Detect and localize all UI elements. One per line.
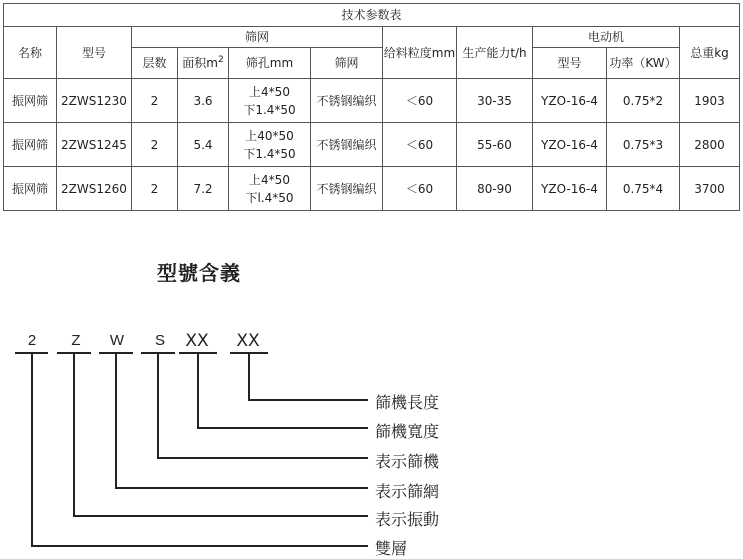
code-char-s: S [154,332,165,349]
cell-hole: 上4*50 下l.4*50 [229,167,311,211]
cell-model: 2ZWS1260 [57,167,132,211]
leader-line [197,427,368,429]
legend-screen-mesh: 表示篩網 [375,482,440,501]
leader-line [31,545,368,547]
cell-mesh: 不锈钢编织 [311,167,383,211]
leader-line [157,457,368,459]
header-capacity: 生产能力t/h [457,27,533,79]
cell-area: 3.6 [178,79,229,123]
leader-line [73,515,368,517]
cell-hole: 上40*50 下1.4*50 [229,123,311,167]
leader-line [31,354,33,546]
leader-line [73,354,75,516]
cell-motor-power: 0.75*4 [607,167,680,211]
diagram-title: 型號含義 [157,261,241,285]
code-char-z: Z [71,332,81,349]
cell-capacity: 80-90 [457,167,533,211]
cell-name: 振网筛 [4,79,57,123]
leader-line [115,487,368,489]
cell-layers: 2 [132,123,178,167]
cell-mesh: 不锈钢编织 [311,123,383,167]
cell-weight: 3700 [680,167,740,211]
cell-motor-power: 0.75*3 [607,123,680,167]
cell-area: 5.4 [178,123,229,167]
leader-line [197,354,199,428]
cell-name: 振网筛 [4,123,57,167]
leader-line [248,354,250,400]
header-feed: 给料粒度mm [383,27,457,79]
legend-screen-width: 篩機寬度 [375,422,440,441]
header-motor-group: 电动机 [533,27,680,48]
table-row [4,123,740,167]
table-row [4,167,740,211]
cell-motor-model: YZO-16-4 [533,123,607,167]
code-width-xx: XX [185,331,209,351]
cell-name: 振网筛 [4,167,57,211]
header-model: 型号 [57,27,132,79]
legend-screen-machine: 表示篩機 [375,452,440,471]
cell-layers: 2 [132,79,178,123]
table-title: 技术参数表 [4,4,740,27]
header-name: 名称 [4,27,57,79]
cell-area: 7.2 [178,167,229,211]
leader-line [157,354,159,458]
header-area: 面积$m^2$ [178,48,229,79]
cell-model: 2ZWS1230 [57,79,132,123]
header-motor-power: 功率（KW） [607,48,680,79]
code-char-2: 2 [27,332,37,349]
header-motor-model: 型号 [533,48,607,79]
cell-feed: ＜60 [383,79,457,123]
cell-hole: 上4*50 下1.4*50 [229,79,311,123]
cell-capacity: 55-60 [457,123,533,167]
legend-double-layer: 雙層 [375,539,408,558]
code-length-xx: XX [236,331,260,351]
cell-weight: 2800 [680,123,740,167]
cell-mesh: 不锈钢编织 [311,79,383,123]
spec-table [3,3,740,211]
leader-line [248,399,368,401]
legend-vibration: 表示振動 [375,510,440,529]
cell-feed: ＜60 [383,167,457,211]
header-hole: 筛孔mm [229,48,311,79]
code-char-w: W [109,332,125,349]
cell-model: 2ZWS1245 [57,123,132,167]
header-layers: 层数 [132,48,178,79]
cell-motor-power: 0.75*2 [607,79,680,123]
cell-layers: 2 [132,167,178,211]
cell-feed: ＜60 [383,123,457,167]
header-weight: 总重kg [680,27,740,79]
table-row [4,79,740,123]
legend-screen-length: 篩機長度 [375,393,440,412]
header-mesh: 筛网 [311,48,383,79]
cell-capacity: 30-35 [457,79,533,123]
header-screen-group: 筛网 [132,27,383,48]
cell-weight: 1903 [680,79,740,123]
cell-motor-model: YZO-16-4 [533,79,607,123]
leader-line [115,354,117,488]
cell-motor-model: YZO-16-4 [533,167,607,211]
